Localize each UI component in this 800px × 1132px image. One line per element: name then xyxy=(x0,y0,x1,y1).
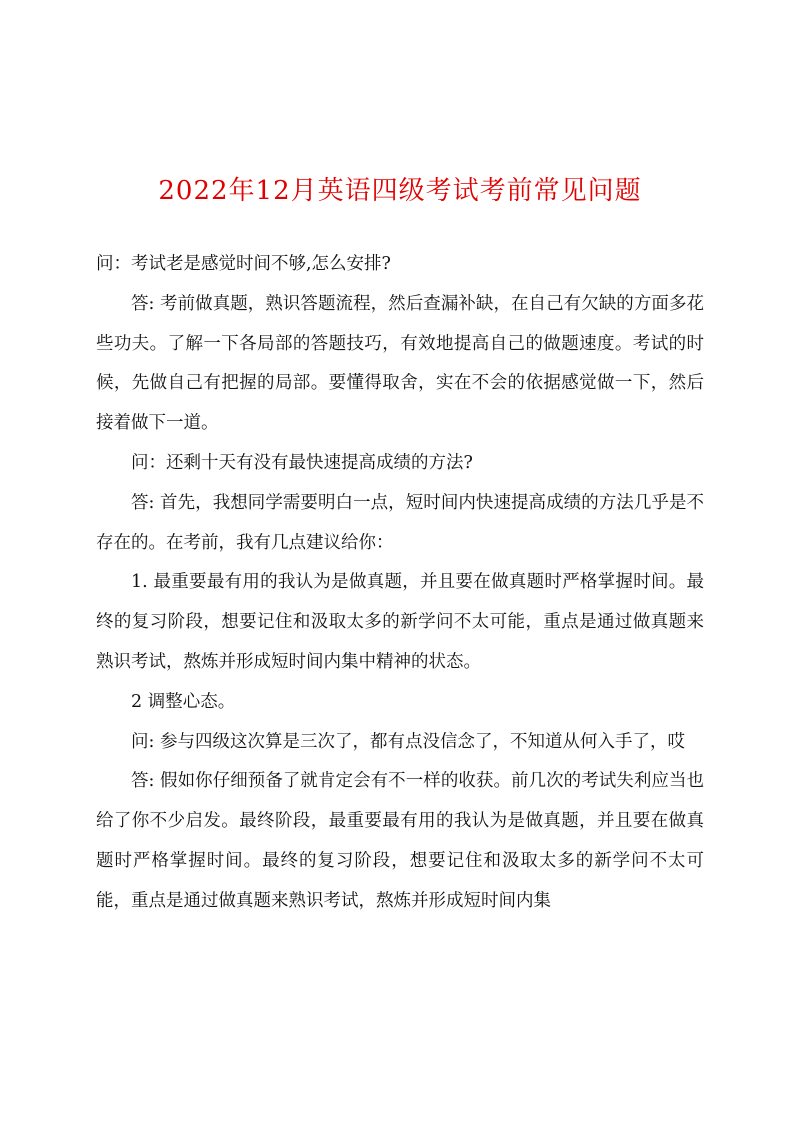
list-item-2: 2 调整心态。 xyxy=(131,691,236,712)
answer-paragraph-1: 答: 考前做真题，熟识答题流程，然后查漏补缺，在自己有欠缺的方面多花些功夫。了解一下各局部的答题技巧，有效地提高自己的做题速度。考试的时候，先做自己有把握的局部。要懂得取舍，实在不会的依据感觉做一下，然后接着做下一道。 xyxy=(96,293,704,434)
answer-paragraph-2: 答: 首先，我想同学需要明白一点，短时间内快速提高成绩的方法几乎是不存在的。在考前，我有几点建议给你： xyxy=(96,492,704,553)
question-paragraph-1: 问：考试老是感觉时间不够,怎么安排? xyxy=(96,254,391,274)
document-title: 2022年12月英语四级考试考前常见问题 xyxy=(158,176,642,206)
list-item-1: 1. 最重要最有用的我认为是做真题，并且要在做真题时严格掌握时间。最终的复习阶段，想要记住和汲取太多的新学问不太可能，重点是通过做真题来熟识考试，熬炼并形成短时间内集中精神的状态。 xyxy=(96,572,704,672)
document-body xyxy=(96,245,704,922)
answer-paragraph-3: 答: 假如你仔细预备了就肯定会有不一样的收获。前几次的考试失利应当也给了你不少启发。最终阶段，最重要最有用的我认为是做真题，并且要在做真题时严格掌握时间。最终的复习阶段，想要记住和汲取太多的新学问不太可能，重点是通过做真题来熟识考试，熬炼并形成短时间内集 xyxy=(96,771,704,911)
question-paragraph-3: 问: 参与四级这次算是三次了，都有点没信念了，不知道从何入手了，哎 xyxy=(131,731,685,752)
question-paragraph-2: 问：还剩十天有没有最快速提高成绩的方法? xyxy=(131,452,473,473)
